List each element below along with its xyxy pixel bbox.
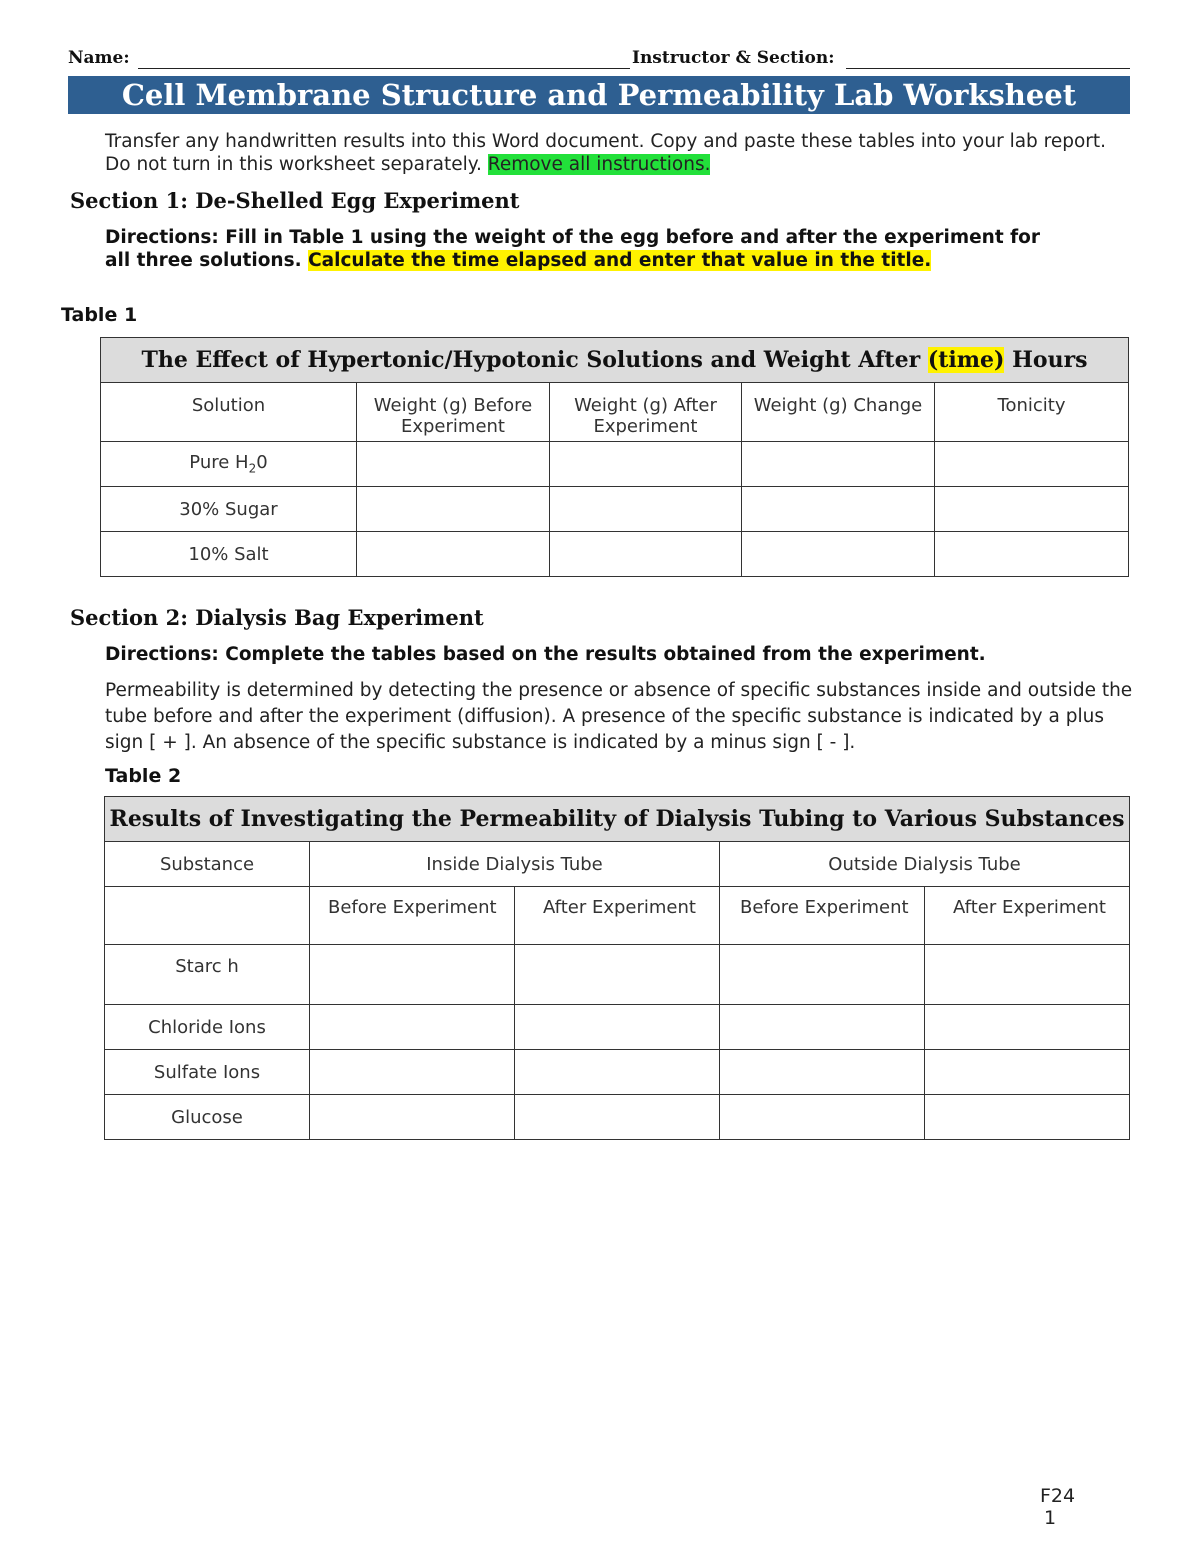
table1-cell[interactable] — [935, 487, 1129, 532]
table2-header-outside: Outside Dialysis Tube — [720, 842, 1130, 887]
table2-cell[interactable] — [310, 1050, 515, 1095]
table1-cell[interactable] — [742, 487, 935, 532]
section1-directions — [105, 226, 1045, 272]
instructor-field[interactable] — [846, 68, 1130, 69]
table2-cell[interactable] — [720, 1050, 925, 1095]
section1-directions-text: Directions: Fill in Table 1 using the weight of the egg before and after the experiment for all three solutions. — [105, 227, 1041, 271]
table1-header-solution: Solution — [101, 383, 357, 442]
name-instructor-bar — [68, 48, 1130, 72]
table1-cell[interactable] — [742, 532, 935, 577]
table2-sub-inside-after: After Experiment — [515, 887, 720, 945]
table1-cell[interactable] — [550, 487, 742, 532]
table2-cell[interactable] — [310, 1005, 515, 1050]
table1-cell[interactable] — [742, 442, 935, 487]
table2-row-label: Starc h — [105, 945, 310, 1005]
table1-cell[interactable] — [935, 532, 1129, 577]
intro-paragraph — [105, 130, 1135, 176]
table2-cell[interactable] — [310, 1095, 515, 1140]
table-row — [105, 1005, 1130, 1050]
table2-row-label: Sulfate Ions — [105, 1050, 310, 1095]
section1-directions-highlight: Calculate the time elapsed and enter that value in the title. — [308, 250, 932, 271]
table2-cell[interactable] — [515, 1050, 720, 1095]
table1-row-label: Pure $H_20$ — [101, 442, 357, 487]
table2-sub-outside-after: After Experiment — [925, 887, 1130, 945]
table2-row-label: Chloride Ions — [105, 1005, 310, 1050]
time-placeholder[interactable]: (time) — [927, 347, 1005, 373]
table1-cell[interactable] — [357, 487, 550, 532]
table1-row-label: 30% Sugar — [101, 487, 357, 532]
table1-cell[interactable] — [550, 442, 742, 487]
table2-cell[interactable] — [925, 945, 1130, 1005]
table1-header-before: Weight (g) Before Experiment — [357, 383, 550, 442]
table2-cell[interactable] — [310, 945, 515, 1005]
table2-header-blank — [105, 887, 310, 945]
table1-row-label: 10% Salt — [101, 532, 357, 577]
table1-caption: The Effect of Hypertonic/Hypotonic Solutions and Weight After (time) Hours — [101, 338, 1129, 383]
table1-header-change: Weight (g) Change — [742, 383, 935, 442]
table2-header-substance: Substance — [105, 842, 310, 887]
table-row — [101, 487, 1129, 532]
page-title: Cell Membrane Structure and Permeability Lab Worksheet — [68, 76, 1130, 114]
table-row — [101, 442, 1129, 487]
name-field[interactable] — [138, 68, 630, 69]
page-number: 1 — [1044, 1507, 1057, 1529]
table2-caption: Results of Investigating the Permeability of Dialysis Tubing to Various Substances — [105, 797, 1130, 842]
intro-highlight: Remove all instructions. — [487, 154, 711, 175]
table-row — [101, 532, 1129, 577]
instructor-label: Instructor & Section: — [632, 48, 835, 68]
table2 — [104, 796, 1130, 1140]
table2-cell[interactable] — [515, 1095, 720, 1140]
section2-directions: Directions: Complete the tables based on the results obtained from the experiment. — [105, 644, 986, 665]
table2-cell[interactable] — [515, 1005, 720, 1050]
section2-heading: Section 2: Dialysis Bag Experiment — [70, 605, 484, 630]
table2-cell[interactable] — [925, 1005, 1130, 1050]
table1-cell[interactable] — [935, 442, 1129, 487]
footer-code — [1040, 1485, 1076, 1529]
table1-header-tonicity: Tonicity — [935, 383, 1129, 442]
table-row — [105, 1050, 1130, 1095]
table2-cell[interactable] — [925, 1095, 1130, 1140]
table-row — [105, 945, 1130, 1005]
table1-label: Table 1 — [61, 304, 138, 326]
table2-cell[interactable] — [720, 1005, 925, 1050]
footer-code-text: F24 — [1040, 1485, 1076, 1507]
table2-row-label: Glucose — [105, 1095, 310, 1140]
table2-label: Table 2 — [105, 765, 182, 787]
table2-sub-outside-before: Before Experiment — [720, 887, 925, 945]
table2-cell[interactable] — [515, 945, 720, 1005]
table1 — [100, 337, 1129, 577]
name-label: Name: — [68, 48, 130, 68]
permeability-paragraph: Permeability is determined by detecting the presence or absence of specific substances inside and outside the tube before and after the experiment (diffusion). A presence of the specific substance is indicated by a plus sign [ + ]. An absence of the specific substance is indicated by a minus sign [ - ]. — [105, 680, 1133, 753]
table2-cell[interactable] — [720, 1095, 925, 1140]
table2-header-inside: Inside Dialysis Tube — [310, 842, 720, 887]
table1-cell[interactable] — [357, 532, 550, 577]
intro-text: Transfer any handwritten results into this Word document. Copy and paste these tables into your lab report. Do not turn in this worksheet separately. — [105, 131, 1107, 175]
table1-cell[interactable] — [357, 442, 550, 487]
section1-heading: Section 1: De-Shelled Egg Experiment — [70, 188, 520, 213]
table1-cell[interactable] — [550, 532, 742, 577]
table-row — [105, 1095, 1130, 1140]
table2-cell[interactable] — [925, 1050, 1130, 1095]
table2-cell[interactable] — [720, 945, 925, 1005]
table1-header-after: Weight (g) After Experiment — [550, 383, 742, 442]
table2-sub-inside-before: Before Experiment — [310, 887, 515, 945]
